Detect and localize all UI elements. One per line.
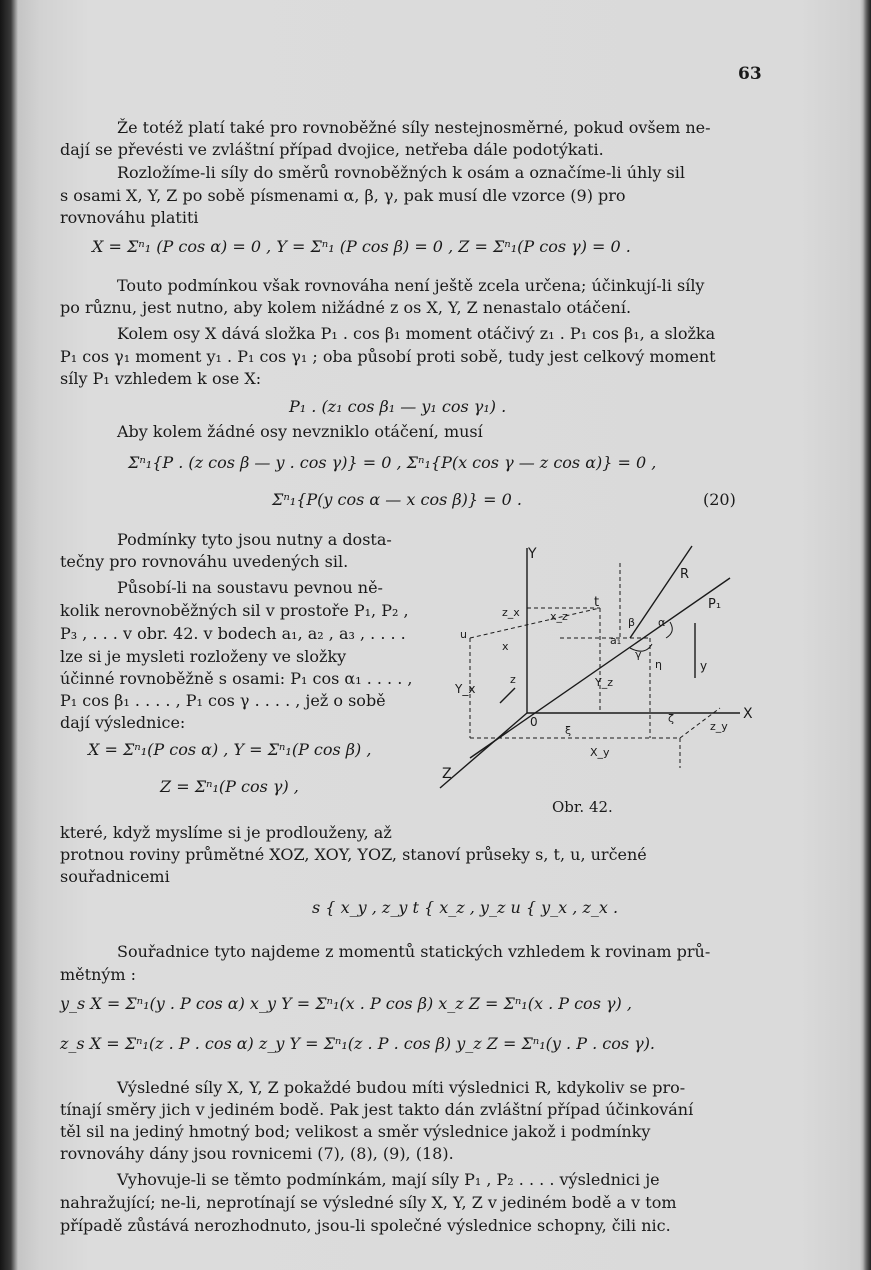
- text-line: P₁ cos β₁ . . . . , P₁ cos γ . . . . , jež o sobě: [60, 691, 386, 710]
- figure-42: [430, 538, 770, 798]
- text-line: tečny pro rovnováhu uvedených sil.: [60, 552, 349, 571]
- text-line: Výsledné síly X, Y, Z pokaždé budou míti výslednici R, kdykoliv se pro-: [117, 1078, 686, 1097]
- equation: Σⁿ₁{P . (z cos β — y . cos γ)} = 0 , Σⁿ₁{P(x cos γ — z cos α)} = 0 ,: [128, 453, 657, 472]
- page-edge-shadow: [863, 0, 871, 1270]
- text-line: Kolem osy X dává složka P₁ . cos β₁ moment otáčivý z₁ . P₁ cos β₁, a složka: [117, 324, 716, 343]
- figure-label: R: [680, 567, 690, 582]
- equation: y_s X = Σⁿ₁(y . P cos α) x_y Y = Σⁿ₁(x . P cos β) x_z Z = Σⁿ₁(x . P cos γ) ,: [60, 994, 632, 1013]
- equation: Σⁿ₁{P(y cos α — x cos β)} = 0 .: [272, 490, 522, 509]
- text-line: Že totéž platí také pro rovnoběžné síly nestejnosměrné, pokud ovšem ne-: [117, 118, 711, 137]
- figure-label: X: [743, 706, 753, 722]
- text-line: nahražující; ne-li, neprotínají se výsledné síly X, Y, Z v jediném bodě a v tom: [60, 1193, 677, 1212]
- text-line: protnou roviny průmětné XOZ, XOY, YOZ, stanoví průseky s, t, u, určené: [60, 845, 647, 864]
- figure-label: Y_z: [595, 676, 613, 689]
- text-line: s osami X, Y, Z po sobě písmenami α, β, γ, pak musí dle vzorce (9) pro: [60, 186, 626, 205]
- text-line: rovnováhu platiti: [60, 208, 199, 227]
- figure-label: z_y: [710, 720, 728, 733]
- text-line: Působí-li na soustavu pevnou ně-: [117, 578, 383, 597]
- figure-label: z: [510, 673, 516, 686]
- text-line: Rozložíme-li síly do směrů rovnoběžných k osám a označíme-li úhly sil: [117, 163, 685, 182]
- text-line: Souřadnice tyto najdeme z momentů statických vzhledem k rovinam prů-: [117, 942, 711, 961]
- equation: Z = Σⁿ₁(P cos γ) ,: [160, 777, 299, 796]
- text-line: těl sil na jediný hmotný bod; velikost a směr výslednice jakož i podmínky: [60, 1122, 651, 1141]
- figure-label: x_z: [550, 610, 568, 623]
- figure-label: ξ: [565, 724, 572, 737]
- text-line: účinné rovnoběžně s osami: P₁ cos α₁ . . . . ,: [60, 669, 413, 688]
- figure-label: β: [628, 616, 636, 629]
- text-line: souřadnicemi: [60, 867, 170, 886]
- text-line: případě zůstává nerozhodnuto, jsou-li společné výslednice schopny, čili nic.: [60, 1216, 671, 1235]
- text-line: Podmínky tyto jsou nutny a dosta-: [117, 530, 392, 549]
- text-line: Touto podmínkou však rovnováha není ještě zcela určena; účinkují-li síly: [117, 276, 705, 295]
- figure-label: X_y: [590, 746, 610, 759]
- figure-caption: Obr. 42.: [552, 798, 613, 816]
- figure-label: η: [655, 658, 662, 671]
- binding-shadow: [0, 0, 18, 1270]
- figure-label: α: [658, 616, 666, 629]
- text-line: po různu, jest nutno, aby kolem nižádné z os X, Y, Z nenastalo otáčení.: [60, 298, 632, 317]
- text-line: P₁ cos γ₁ moment y₁ . P₁ cos γ₁ ; oba působí proti sobě, tudy jest celkový moment: [60, 347, 716, 366]
- figure-label: y: [700, 659, 708, 673]
- text-line: P₃ , . . . v obr. 42. v bodech a₁, a₂ , a₃ , . . . .: [60, 624, 406, 643]
- text-line: Vyhovuje-li se těmto podmínkám, mají síly P₁ , P₂ . . . . výslednici je: [117, 1170, 660, 1189]
- figure-label: a₁: [610, 634, 622, 647]
- text-line: dají se převésti ve zvláštní případ dvojice, netřeba dále podotýkati.: [60, 140, 604, 159]
- text-line: dají výslednice:: [60, 713, 186, 732]
- z-axis-line: [440, 713, 527, 788]
- text-line: které, když myslíme si je prodlouženy, až: [60, 823, 392, 842]
- z-arrow: [500, 688, 515, 703]
- figure-label: t: [594, 595, 600, 610]
- text-line: rovnováhy dány jsou rovnicemi (7), (8), (9), (18).: [60, 1144, 454, 1163]
- figure-label: u: [460, 628, 467, 641]
- figure-label: P₁: [708, 597, 722, 612]
- equation: s { x_y , z_y t { x_z , y_z u { y_x , z_x .: [312, 898, 619, 917]
- equation: z_s X = Σⁿ₁(z . P . cos α) z_y Y = Σⁿ₁(z . P . cos β) y_z Z = Σⁿ₁(y . P . cos γ).: [60, 1034, 656, 1053]
- figure-label: Z: [442, 766, 452, 782]
- text-line: kolik nerovnoběžných sil v prostoře P₁, P₂ ,: [60, 601, 409, 620]
- text-line: mětným :: [60, 965, 137, 984]
- figure-label: Y: [528, 546, 537, 562]
- figure-label: Y_x: [455, 682, 476, 696]
- text-line: tínají směry jich v jediném bodě. Pak jest takto dán zvláštní případ účinkování: [60, 1100, 694, 1119]
- figure-label: ζ: [668, 712, 674, 725]
- text-line: síly P₁ vzhledem k ose X:: [60, 369, 262, 388]
- text-line: lze si je mysleti rozloženy ve složky: [60, 647, 347, 666]
- equation: X = Σⁿ₁ (P cos α) = 0 , Y = Σⁿ₁ (P cos β) = 0 , Z = Σⁿ₁(P cos γ) = 0 .: [92, 237, 631, 256]
- figure-label: 0: [530, 715, 538, 729]
- equation-number: (20): [703, 490, 736, 509]
- equation: X = Σⁿ₁(P cos α) , Y = Σⁿ₁(P cos β) ,: [88, 740, 372, 759]
- page-number: 63: [738, 64, 762, 84]
- text-line: Aby kolem žádné osy nevzniklo otáčení, musí: [117, 422, 483, 441]
- equation: P₁ . (z₁ cos β₁ — y₁ cos γ₁) .: [289, 397, 507, 416]
- force-line-p1: [470, 578, 730, 758]
- figure-label: γ: [635, 648, 642, 661]
- figure-label: z_x: [502, 606, 520, 619]
- figure-label: x: [502, 640, 509, 653]
